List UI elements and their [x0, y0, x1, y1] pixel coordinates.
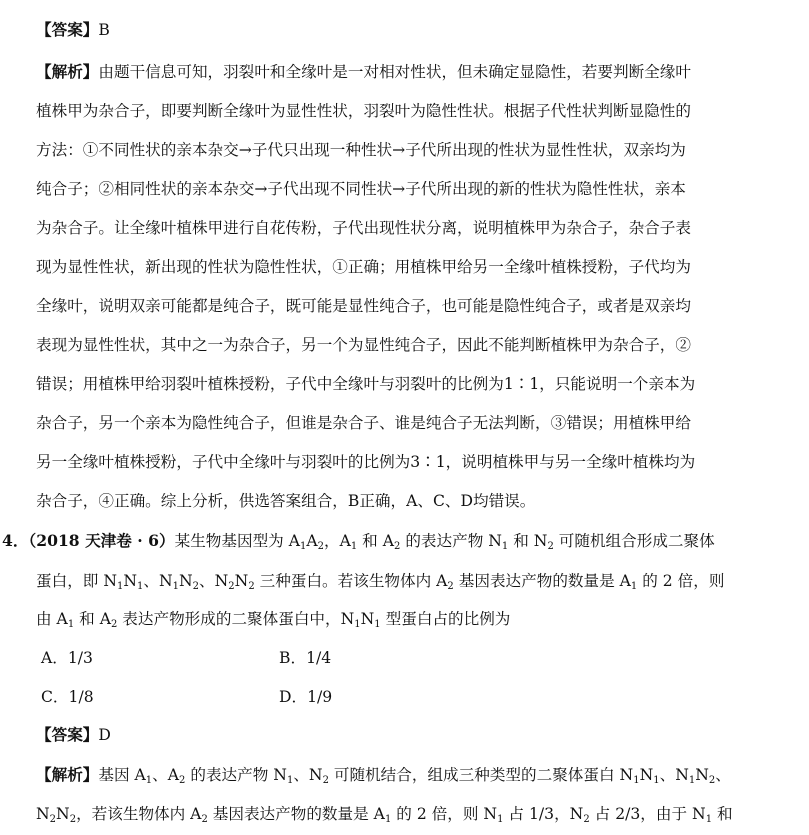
subscript: 1 — [145, 775, 153, 786]
question-text: N — [234, 572, 249, 590]
subscript: 1 — [354, 619, 361, 630]
analysis-text: 、A — [152, 766, 180, 784]
subscript: 1 — [633, 775, 640, 786]
option-a[interactable] — [41, 648, 93, 668]
question-text: 、N — [199, 572, 229, 590]
subscript: 2 — [49, 814, 57, 825]
subscript: 1 — [286, 775, 294, 786]
analysis-line-7: 全缘叶，说明双亲可能都是纯合子，既可能是显性纯合子，也可能是隐性纯合子，或者是双亲均 — [36, 297, 691, 315]
analysis-line-1 — [36, 62, 691, 82]
question-text: 和 N — [508, 532, 548, 550]
subscript: 2 — [228, 581, 235, 592]
analysis-line-12: 杂合子，④正确。综上分析，供选答案组合，B正确，A、C、D均错误。 — [36, 492, 536, 510]
analysis-2-line-1 — [36, 765, 731, 785]
analysis-text: N — [695, 766, 709, 784]
analysis-text: 可随机结合，组成三种类型的二聚体蛋白 N — [328, 766, 634, 784]
question-text: 由 A — [36, 610, 68, 628]
option-a-label: A． — [41, 649, 68, 667]
subscript: 1 — [497, 814, 504, 825]
option-a-value: 1/3 — [67, 649, 93, 667]
question-4-line-2 — [36, 571, 724, 591]
analysis-text: 的表达产物 N — [185, 766, 287, 784]
analysis-line-3: 方法：①不同性状的亲本杂交→子代只出现一种性状→子代所出现的性状为显性性状，双亲均为 — [36, 141, 686, 159]
option-b-value: 1/4 — [306, 649, 332, 667]
analysis-text: 和 — [712, 805, 733, 823]
subscript: 2 — [322, 775, 329, 786]
question-text: 的表达产物 N — [400, 532, 502, 550]
option-d[interactable] — [279, 687, 332, 707]
analysis-2-line-2 — [36, 804, 733, 824]
question-text: N — [123, 572, 138, 590]
subscript: 2 — [317, 541, 324, 552]
analysis-text: 基因 A — [98, 766, 146, 784]
subscript: 1 — [67, 619, 75, 630]
subscript: 1 — [172, 581, 180, 592]
question-text: 和 A — [357, 532, 394, 550]
question-text: A — [306, 532, 318, 550]
subscript: 1 — [350, 541, 358, 552]
option-b[interactable] — [279, 648, 331, 668]
analysis-text: 、 — [715, 766, 731, 784]
subscript: 1 — [299, 541, 307, 552]
analysis-line-8: 表现为显性性状，其中之一为杂合子，另一个为显性纯合子，因此不能判断植株甲为杂合子，② — [36, 336, 691, 354]
subscript: 1 — [688, 775, 696, 786]
option-b-label: B． — [279, 649, 307, 667]
analysis-text: 占 1/3，N — [503, 805, 584, 823]
analysis-line-5: 为杂合子。让全缘叶植株甲进行自花传粉，子代出现性状分离，说明植株甲为杂合子，杂合子表 — [36, 219, 691, 237]
analysis-line-6: 现为显性性状，新出现的性状为隐性性状，①正确；用植株甲给另一全缘叶植株授粉，子代均为 — [36, 258, 691, 276]
question-text: 和 A — [74, 610, 111, 628]
analysis-text: 占 2/3，由于 N — [589, 805, 706, 823]
option-c[interactable] — [41, 687, 94, 707]
subscript: 2 — [69, 814, 77, 825]
question-text: 、N — [143, 572, 173, 590]
subscript: 2 — [708, 775, 716, 786]
answer-value: B — [98, 21, 110, 39]
question-source: （2018 天津卷 · 6） — [28, 531, 175, 550]
subscript: 1 — [653, 775, 660, 786]
subscript: 1 — [384, 814, 392, 825]
question-number: 4． — [2, 531, 29, 550]
question-text: 的 2 倍，则 — [637, 572, 725, 590]
question-4-line-3 — [36, 609, 510, 629]
subscript: 2 — [248, 581, 255, 592]
analysis-line-10: 杂合子，另一个亲本为隐性纯合子，但谁是杂合子、谁是纯合子无法判断，③错误；用植株甲给 — [36, 414, 691, 432]
answer-label: 【答案】 — [36, 725, 99, 744]
analysis-text: N — [56, 805, 70, 823]
question-text: 基因表达产物的数量是 A — [453, 572, 631, 590]
subscript: 2 — [547, 541, 554, 552]
subscript: 2 — [201, 814, 208, 825]
subscript: 1 — [374, 619, 381, 630]
option-c-label: C． — [41, 688, 69, 706]
question-text: ，A — [323, 532, 351, 550]
subscript: 2 — [583, 814, 590, 825]
analysis-line-2: 植株甲为杂合子，即要判断全缘叶为显性性状，羽裂叶为隐性性状。根据子代性状判断显隐性的 — [36, 102, 691, 120]
analysis-label: 【解析】 — [36, 765, 99, 784]
answer-line-1 — [36, 20, 110, 40]
subscript: 2 — [394, 541, 401, 552]
analysis-text: 、N — [293, 766, 323, 784]
question-text: N — [179, 572, 193, 590]
subscript: 1 — [501, 541, 509, 552]
analysis-text: 基因表达产物的数量是 A — [207, 805, 385, 823]
question-text: 型蛋白占的比例为 — [380, 610, 511, 628]
answer-label: 【答案】 — [36, 20, 99, 39]
answer-value: D — [98, 726, 111, 744]
subscript: 1 — [705, 814, 713, 825]
analysis-text: 的 2 倍，则 N — [391, 805, 498, 823]
analysis-text: N — [639, 766, 654, 784]
subscript: 2 — [192, 581, 200, 592]
question-text: 某生物基因型为 A — [174, 532, 300, 550]
analysis-text: N — [36, 805, 50, 823]
analysis-line-11: 另一全缘叶植株授粉，子代中全缘叶与羽裂叶的比例为3∶1，说明植株甲与另一全缘叶植株均为 — [36, 453, 696, 471]
question-4-line-1 — [2, 531, 715, 551]
question-text: 表达产物形成的二聚体蛋白中，N — [117, 610, 355, 628]
subscript: 2 — [179, 775, 186, 786]
answer-line-2 — [36, 725, 111, 745]
analysis-text: 、N — [659, 766, 689, 784]
question-text: 三种蛋白。若该生物体内 A — [254, 572, 448, 590]
analysis-line-9: 错误；用植株甲给羽裂叶植株授粉，子代中全缘叶与羽裂叶的比例为1∶1，只能说明一个亲本为 — [36, 375, 696, 393]
subscript: 1 — [137, 581, 144, 592]
analysis-line-4: 纯合子；②相同性状的亲本杂交→子代出现不同性状→子代所出现的新的性状为隐性性状，亲本 — [36, 180, 686, 198]
question-text: N — [360, 610, 375, 628]
subscript: 2 — [447, 581, 454, 592]
subscript: 1 — [116, 581, 124, 592]
subscript: 1 — [630, 581, 638, 592]
option-d-label: D． — [279, 688, 308, 706]
option-d-value: 1/9 — [307, 688, 333, 706]
question-text: 蛋白，即 N — [36, 572, 117, 590]
option-c-value: 1/8 — [68, 688, 94, 706]
analysis-text: 由题干信息可知，羽裂叶和全缘叶是一对相对性状，但未确定显隐性，若要判断全缘叶 — [98, 63, 691, 81]
question-text: 可随机组合形成二聚体 — [553, 532, 715, 550]
subscript: 2 — [110, 619, 118, 630]
analysis-label: 【解析】 — [36, 62, 99, 81]
analysis-text: ，若该生物体内 A — [76, 805, 202, 823]
